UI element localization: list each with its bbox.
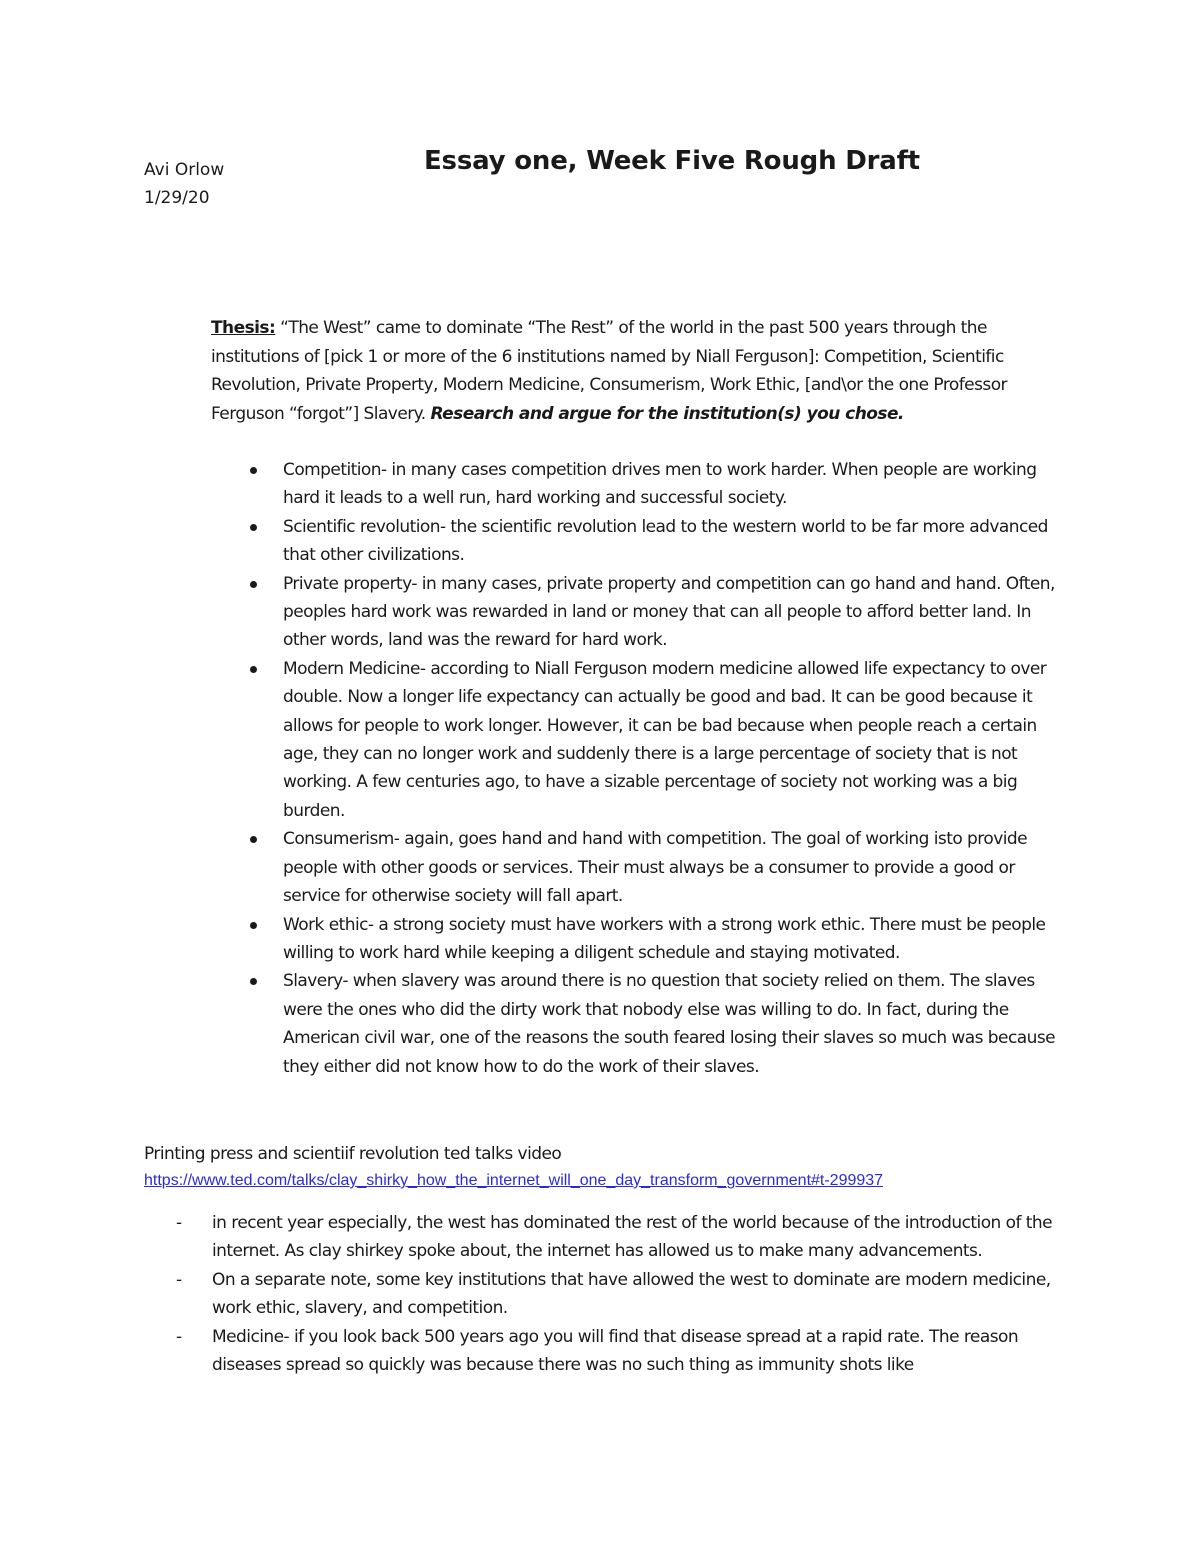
bullet-item-private-property xyxy=(283,570,1073,655)
bullet-item-competition xyxy=(283,456,1073,513)
dash-marker: - xyxy=(176,1326,182,1347)
thesis-paragraph xyxy=(211,314,1071,428)
dash-marker: - xyxy=(176,1213,182,1233)
bullet-text: Scientific revolution- the scientific revolution lead to the western world to be far more advanced that other civilizations. xyxy=(283,516,1048,566)
bullet-icon xyxy=(250,836,257,843)
bullet-item-consumerism xyxy=(283,825,1073,910)
notes-item-text: On a separate note, some key institutions that have allowed the west to dominate are modern medicine, work ethic, slavery, and competition. xyxy=(212,1269,1051,1319)
thesis-emphasis: Research and argue for the institution(s) you chose. xyxy=(430,403,904,424)
notes-item xyxy=(176,1323,1072,1380)
bullet-item-slavery xyxy=(283,967,1073,1081)
institution-bullet-list xyxy=(283,456,1073,1081)
author-block xyxy=(144,156,224,212)
bullet-item-modern-medicine xyxy=(283,655,1073,825)
bullet-text: Consumerism- again, goes hand and hand with competition. The goal of working isto provide people with other goods or services. Their must always be a consumer to provide a good or service for otherwise society will fall apart. xyxy=(283,829,1028,907)
thesis-text: “The West” came to dominate “The Rest” of the world in the past 500 years through the institutions of [pick 1 or more of the 6 institutions named by Niall Ferguson]: Competition, Scientific Revolution, Private Property, Modern Medicine, Consumerism, Work Ethic, [and\or the one Professor Ferguson “forgot”] Slavery. xyxy=(211,318,1007,424)
thesis-label: Thesis: xyxy=(211,318,276,338)
bullet-icon xyxy=(250,524,257,531)
bullet-icon xyxy=(250,581,257,588)
bullet-icon xyxy=(250,978,257,985)
bullet-text: Private property- in many cases, private property and competition can go hand and hand. Often, peoples hard work was rewarded in land or money that can all people to afford better land. In other words, land was the reward for hard work. xyxy=(283,573,1055,651)
dash-marker: - xyxy=(176,1269,182,1290)
document-title: Essay one, Week Five Rough Draft xyxy=(424,146,920,176)
notes-dash-list xyxy=(176,1209,1072,1379)
bullet-text: Competition- in many cases competition drives men to work harder. When people are working hard it leads to a well run, hard working and successful society. xyxy=(283,460,1037,509)
notes-item-text: Medicine- if you look back 500 years ago you will find that disease spread at a rapid rate. The reason diseases spread so quickly was because there was no such thing as immunity shots like xyxy=(212,1326,1019,1376)
notes-item xyxy=(176,1266,1072,1323)
notes-item-text: in recent year especially, the west has dominated the rest of the world because of the introduction of the internet. As clay shirkey spoke about, the internet has allowed us to make many advancements. xyxy=(212,1213,1053,1262)
ted-talk-link[interactable]: https://www.ted.com/talks/clay_shirky_how_the_internet_will_one_day_transform_government#t-299937 xyxy=(144,1172,884,1189)
bullet-icon xyxy=(250,922,257,929)
bullet-icon xyxy=(250,666,257,673)
bullet-item-scientific-revolution xyxy=(283,513,1073,570)
notes-item xyxy=(176,1209,1072,1266)
bullet-item-work-ethic xyxy=(283,911,1073,968)
notes-heading: Printing press and scientiif revolution ted talks video xyxy=(144,1144,562,1164)
bullet-text: Work ethic- a strong society must have workers with a strong work ethic. There must be people willing to work hard while keeping a diligent schedule and staying motivated. xyxy=(283,914,1046,963)
document-date: 1/29/20 xyxy=(144,188,210,208)
bullet-text: Slavery- when slavery was around there is no question that society relied on them. The slaves were the ones who did the dirty work that nobody else was willing to do. In fact, during the American civil war, one of the reasons the south feared losing their slaves so much was because they either did not know how to do the work of their slaves. xyxy=(283,971,1056,1077)
author-name: Avi Orlow xyxy=(144,160,225,180)
bullet-text: Modern Medicine- according to Niall Ferguson modern medicine allowed life expectancy to over double. Now a longer life expectancy can actually be good and bad. It can be good because it allows for people to work longer. However, it can be bad because when people reach a certain age, they can no longer work and suddenly there is a large percentage of society that is not working. A few centuries ago, to have a sizable percentage of society not working was a big burden. xyxy=(283,658,1047,821)
bullet-icon xyxy=(250,467,257,474)
